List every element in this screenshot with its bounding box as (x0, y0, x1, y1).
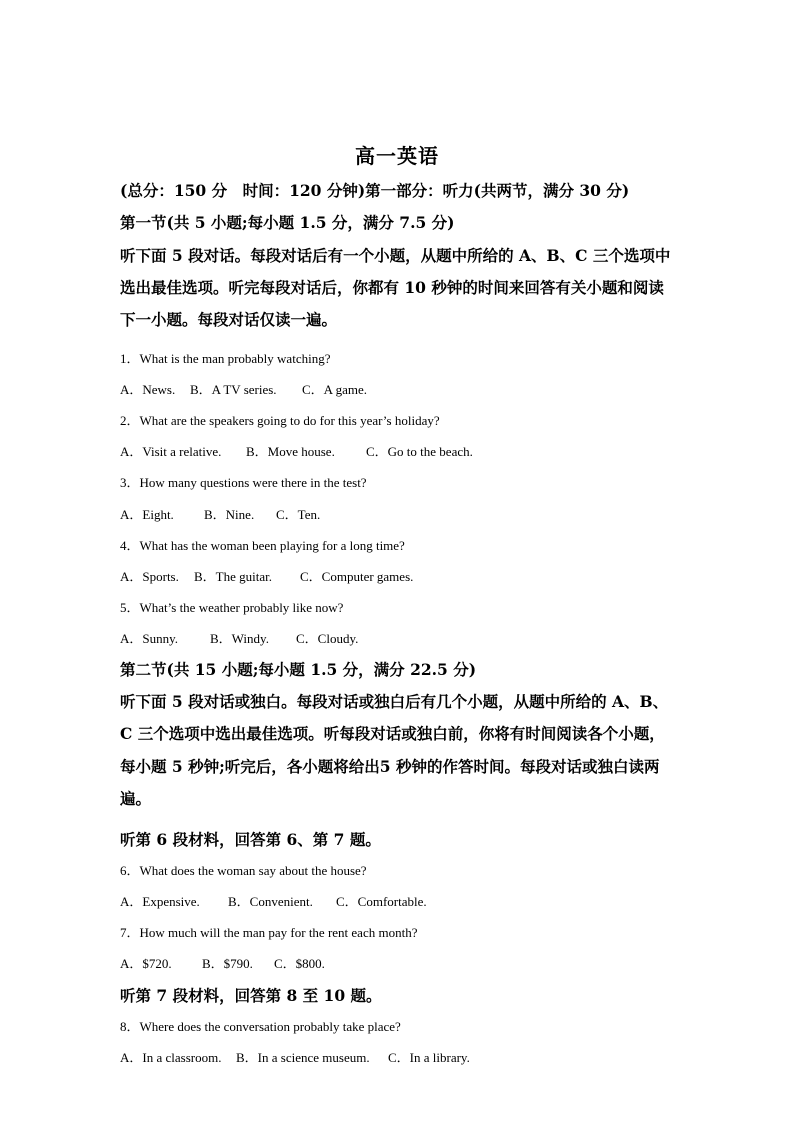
option-a: A．Expensive. (120, 894, 200, 909)
question-8-options (120, 1047, 470, 1066)
question-4: 4．What has the woman been playing for a long time? (120, 538, 405, 553)
option-a: A．Sports. (120, 569, 179, 584)
option-c: C．Comfortable. (336, 894, 427, 909)
section2-instruction-line: 每小题 5 秒钟;听完后，各小题将给出5 秒钟的作答时间。每段对话或独白读两 (120, 757, 660, 776)
option-a: A．Eight. (120, 507, 174, 522)
question-4-options (120, 566, 413, 585)
question-8: 8．Where does the conversation probably take place? (120, 1019, 401, 1034)
option-b: B．Windy. (210, 631, 269, 646)
option-b: B．The guitar. (194, 569, 272, 584)
section2-instruction-line: 遍。 (120, 789, 152, 808)
option-c: C．Ten. (276, 507, 321, 522)
option-b: B．Move house. (246, 444, 335, 459)
question-7: 7．How much will the man pay for the rent each month? (120, 925, 418, 940)
option-c: C．A game. (302, 382, 367, 397)
question-1: 1．What is the man probably watching? (120, 351, 331, 366)
option-b: B．Convenient. (228, 894, 313, 909)
section1-instruction-line: 选出最佳选项。听完每段对话后，你都有 10 秒钟的时间来回答有关小题和阅读 (120, 278, 664, 297)
question-6: 6．What does the woman say about the house? (120, 863, 367, 878)
option-b: B．$790. (202, 956, 253, 971)
option-c: C．Go to the beach. (366, 444, 473, 459)
question-2-options (120, 441, 473, 460)
question-2: 2．What are the speakers going to do for this year’s holiday? (120, 413, 440, 428)
option-b: B．Nine. (204, 507, 255, 522)
question-3: 3．How many questions were there in the test? (120, 475, 367, 490)
section2-instruction-line: C 三个选项中选出最佳选项。听每段对话或独白前，你将有时间阅读各个小题， (120, 724, 665, 743)
option-c: C．Cloudy. (296, 631, 359, 646)
section2-instruction-line: 听下面 5 段对话或独白。每段对话或独白后有几个小题，从题中所给的 A、B、 (120, 692, 669, 711)
option-b: B．A TV series. (190, 382, 277, 397)
option-a: A．Sunny. (120, 631, 179, 646)
option-c: C．In a library. (388, 1050, 470, 1065)
question-3-options (120, 504, 320, 523)
option-a: A．News. (120, 382, 176, 397)
material-6-heading: 听第 6 段材料，回答第 6、第 7 题。 (120, 830, 381, 849)
question-5-options (120, 628, 358, 647)
question-6-options (120, 891, 427, 910)
question-7-options (120, 953, 325, 972)
material-7-heading: 听第 7 段材料，回答第 8 至 10 题。 (120, 986, 382, 1005)
option-b: B．In a science museum. (236, 1050, 370, 1065)
section1-instruction-line: 听下面 5 段对话。每段对话后有一个小题，从题中所给的 A、B、C 三个选项中 (120, 246, 671, 265)
option-c: C．$800. (274, 956, 325, 971)
option-a: A．$720. (120, 956, 172, 971)
option-a: A．In a classroom. (120, 1050, 222, 1065)
section2-heading: 第二节(共 15 小题;每小题 1.5 分，满分 22.5 分) (120, 660, 477, 679)
option-c: C．Computer games. (300, 569, 414, 584)
question-5: 5．What’s the weather probably like now? (120, 600, 344, 615)
option-a: A．Visit a relative. (120, 444, 222, 459)
page-title: 高一英语 (355, 144, 439, 168)
section1-instruction-line: 下一小题。每段对话仅读一遍。 (120, 310, 338, 329)
section1-heading: 第一节(共 5 小题;每小题 1.5 分，满分 7.5 分) (120, 213, 455, 232)
question-1-options (120, 379, 367, 398)
exam-header-line: (总分：150 分 时间：120 分钟)第一部分：听力(共两节，满分 30 分) (120, 181, 630, 200)
